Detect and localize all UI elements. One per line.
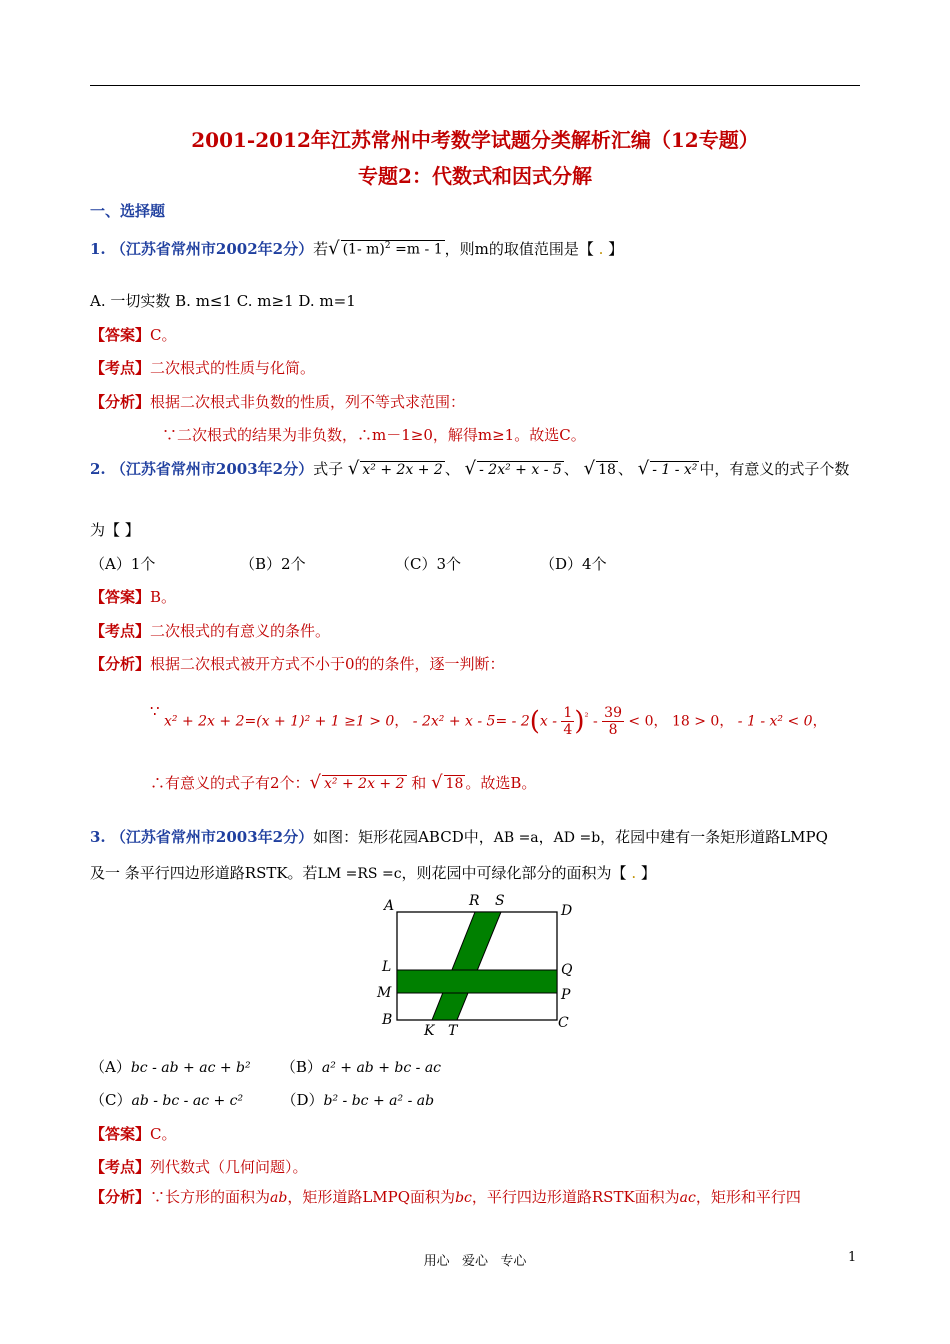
q1-options: A. 一切实数 B. m≤1 C. m≥1 D. m=1 [90,292,356,310]
section-heading: 一、选择题 [90,202,166,220]
document-title: 2001-2012年江苏常州中考数学试题分类解析汇编（12专题） [191,128,759,152]
q2-stem: 2. （江苏省常州市2003年2分）式子 √ x² + 2x + 2 、 √ - 2x² + x - 5 、 √ 18 、 √ - 1 - x² 中，有意义的式子个数 [90,458,850,479]
q2-point: 【考点】二次根式的有意义的条件。 [90,622,331,640]
q2-root-1: √ x² + 2x + 2 [347,458,443,479]
road-lmpq [397,970,557,993]
label-S: S [495,893,505,909]
label-M: M [377,985,392,1001]
q3-stem-line2: 及一 条平行四边形道路RSTK。若LM =RS =c，则花园中可绿化部分的面积为【 . 】 [90,864,656,882]
q2-answer: 【答案】B。 [90,588,177,606]
q2-stem-line2: 为【 】 [90,521,140,539]
label-T: T [448,1023,458,1039]
q3-options-row1: （A）bc - ab + ac + b² （B）a² + ab + bc - ac [90,1058,442,1076]
document-subtitle: 专题2：代数式和因式分解 [358,164,592,188]
label-R: R [469,893,480,909]
page-footer: 用心 爱心 专心 [423,1254,527,1269]
label-A: A [384,898,395,914]
label-D: D [561,903,573,919]
q1-analysis: 【分析】根据二次根式非负数的性质，列不等式求范围： [90,393,466,411]
q2-conclusion: ∴有意义的式子有2个：√ x² + 2x + 2 和 √ 18 。故选B。 [150,772,537,793]
q1-post: ，则m的取值范围是【 [444,240,594,258]
label-L: L [382,959,392,975]
label-P: P [561,987,571,1003]
q2-options: （A）1个 （B）2个 （C）3个 （D）4个 [90,555,607,573]
q1-analysis-detail: ∵二次根式的结果为非负数，∴m－1≥0，解得m≥1。故选C。 [162,426,586,444]
q2-root-4: √ - 1 - x² [637,458,698,479]
q3-stem: 3. （江苏省常州市2003年2分）如图：矩形花园ABCD中，AB =a，AD =b，花园中建有一条矩形道路LMPQ [90,828,828,846]
q1-blank: . [598,240,604,258]
label-C: C [558,1015,569,1031]
q1-answer: 【答案】C。 [90,326,177,344]
q1-expression: √ (1- m)$^2$ =m - 1 [328,238,443,259]
q1-pre: 若 [313,240,329,258]
q3-answer: 【答案】C。 [90,1125,177,1143]
garden-figure [375,890,590,1040]
page-number: 1 [848,1250,857,1265]
q2-root-3: √ 18 [583,458,616,479]
q3-analysis: 【分析】∵长方形的面积为ab，矩形道路LMPQ面积为bc，平行四边形道路RSTK面积为ac，矩形和平行四 [90,1188,801,1206]
q2-derivation: ∵ x² + 2x + 2=(x + 1)² + 1 ≥1 > 0， - 2x² + x - 5= - 2(x - $\frac{1}{4}$ )$^{^2}$ - $\frac{39}{8}$ < 0， 18 > 0， - 1 - x² < 0， [150,701,827,738]
label-Q: Q [561,962,573,978]
q3-point: 【考点】列代数式（几何问题）。 [90,1158,308,1176]
q1-number: 1. （江苏省常州市2002年2分） [90,240,314,258]
label-K: K [424,1023,435,1039]
label-B: B [382,1012,393,1028]
q2-analysis: 【分析】根据二次根式被开方式不小于0的的条件，逐一判断： [90,655,505,673]
q1-point: 【考点】二次根式的性质与化简。 [90,359,316,377]
q2-root-2: √ - 2x² + x - 5 [464,458,562,479]
q3-options-row2: （C）ab - bc - ac + c² （D）b² - bc + a² - ab [90,1091,435,1109]
header-rule [90,85,860,86]
q1-close: 】 [608,240,624,258]
q1-stem [90,238,623,259]
